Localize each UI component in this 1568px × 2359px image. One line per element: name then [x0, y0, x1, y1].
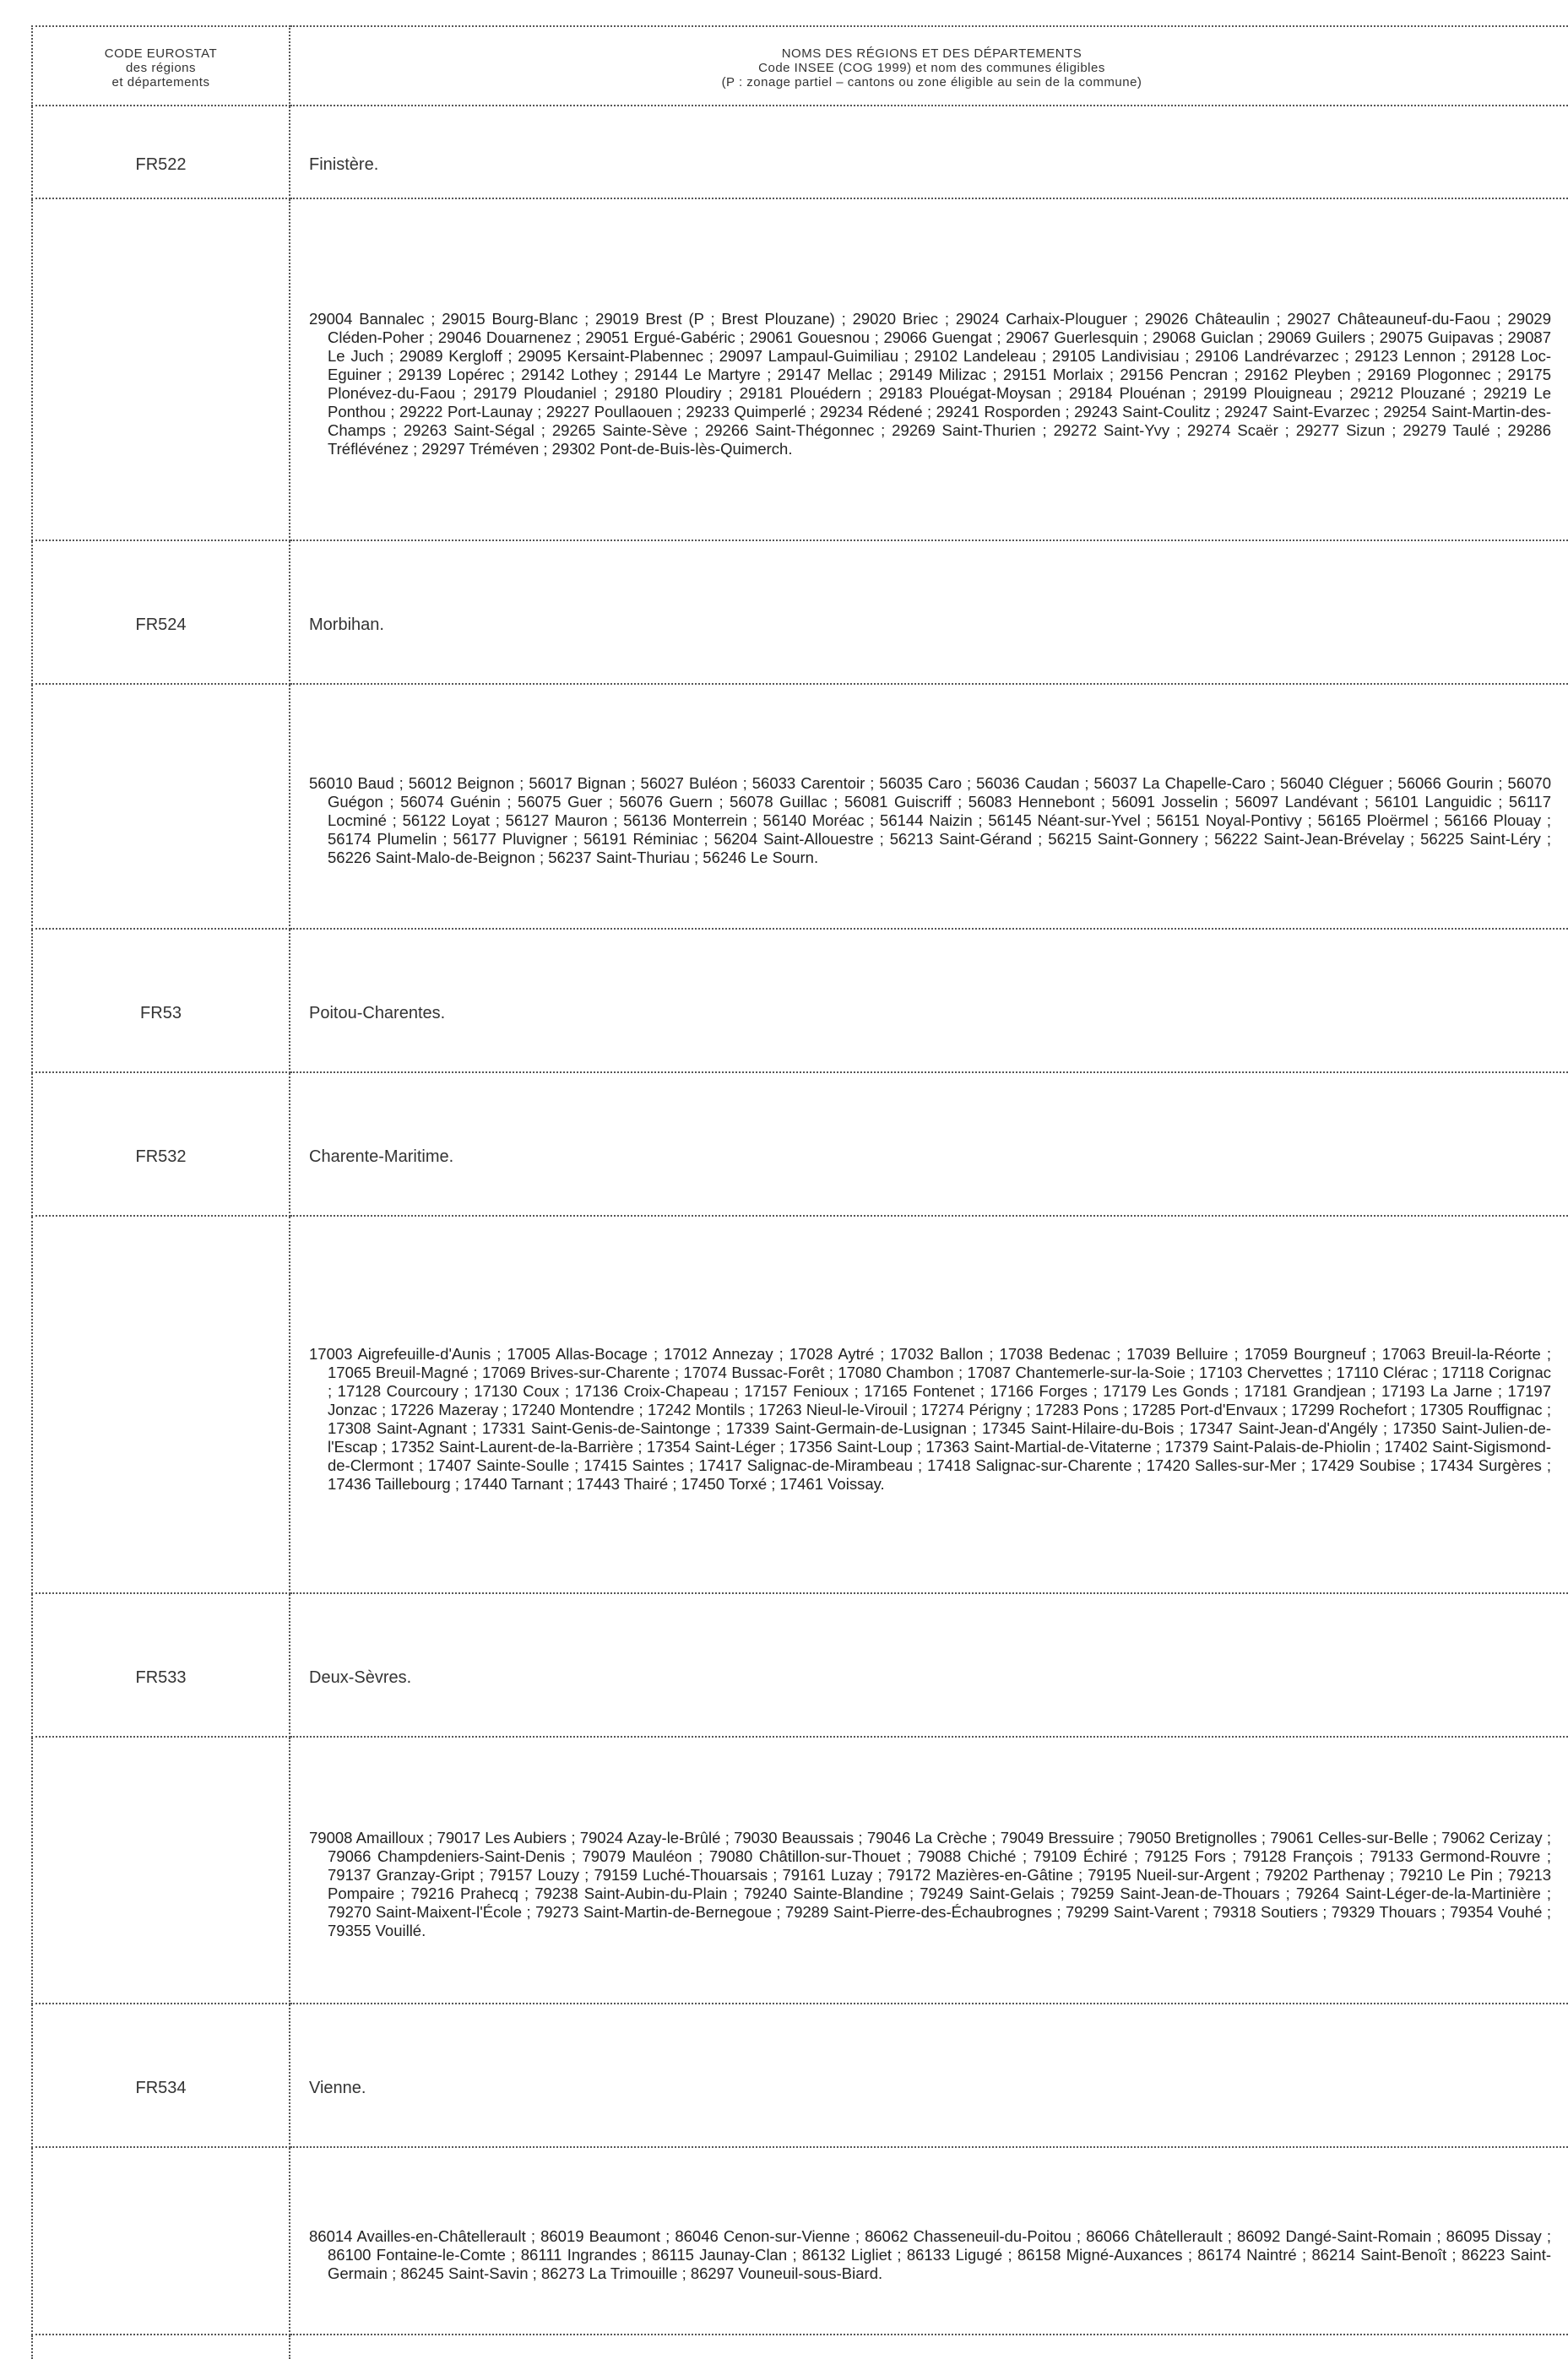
header-line: NOMS DES RÉGIONS ET DES DÉPARTEMENTS — [781, 46, 1082, 61]
communes-cell — [290, 2147, 1568, 2335]
header-line: des régions — [125, 60, 197, 75]
communes-cell — [290, 1216, 1568, 1593]
communes-list: 17003 Aigrefeuille-d'Aunis ; 17005 Allas-Bocage ; 17012 Annezay ; 17028 Aytré ; 17032 Ballon ; 17038 Bedenac ; 17039 Belluire ; 17059 Bourgneuf ; 17063 Breuil-la-Réorte ; 17065 Breuil-Magné ; 17069 Brives-sur-Charente ; 17074 Bussac-Forêt ; 17080 Chambon ; 17087 Chantemerle-sur-la-Soie ; 17103 Chervettes ; 17110 Clérac ; 17118 Corignac ; 17128 Courcoury ; 17130 Coux ; 17136 Croix-Chapeau ; 17157 Fenioux ; 17165 Fontenet ; 17166 Forges ; 17179 Les Gonds ; 17181 Grandjean ; 17193 La Jarne ; 17197 Jonzac ; 17226 Mazeray ; 17240 Montendre ; 17242 Montils ; 17263 Nieul-le-Virouil ; 17274 Périgny ; 17283 Pons ; 17285 Port-d'Envaux ; 17299 Rochefort ; 17305 Rouffignac ; 17308 Saint-Agnant ; 17331 Saint-Genis-de-Saintonge ; 17339 Saint-Germain-de-Lusignan ; 17345 Saint-Hilaire-du-Bois ; 17347 Saint-Jean-d'Angély ; 17350 Saint-Julien-de-l'Escap ; 17352 Saint-Laurent-de-la-Barrière ; 17354 Saint-Léger ; 17356 Saint-Loup ; 17363 Saint-Martial-de-Vitaterne ; 17379 Saint-Palais-de-Phiolin ; 17402 Saint-Sigismond-de-Clermont ; 17407 Sainte-Soulle ; 17415 Saintes ; 17417 Salignac-de-Mirambeau ; 17418 Salignac-sur-Charente ; 17420 Salles-sur-Mer ; 17429 Soubise ; 17434 Surgères ; 17436 Taillebourg ; 17440 Tarnant ; 17443 Thairé ; 17450 Torxé ; 17461 Voissay. — [309, 1344, 1551, 1493]
eurostat-code: FR53 — [32, 929, 290, 1072]
header-line: (P : zonage partiel – cantons ou zone éligible au sein de la commune) — [721, 74, 1142, 89]
document-page — [31, 25, 1568, 2359]
communes-cell — [290, 1737, 1568, 2004]
table-row — [32, 929, 1568, 1072]
region-name: Poitou-Charentes. — [290, 929, 1568, 1072]
empty-cell — [32, 1737, 290, 2004]
empty-cell — [290, 2335, 1568, 2359]
communes-list: 29004 Bannalec ; 29015 Bourg-Blanc ; 29019 Brest (P ; Brest Plouzane) ; 29020 Briec ; 29024 Carhaix-Plouguer ; 29026 Châteaulin ; 29027 Châteauneuf-du-Faou ; 29029 Cléden-Poher ; 29046 Douarnenez ; 29051 Ergué-Gabéric ; 29061 Gouesnou ; 29066 Guengat ; 29067 Guerlesquin ; 29068 Guiclan ; 29069 Guilers ; 29075 Guipavas ; 29087 Le Juch ; 29089 Kergloff ; 29095 Kersaint-Plabennec ; 29097 Lampaul-Guimiliau ; 29102 Landeleau ; 29105 Landivisiau ; 29106 Landrévarzec ; 29123 Lennon ; 29128 Loc-Eguiner ; 29139 Lopérec ; 29142 Lothey ; 29144 Le Martyre ; 29147 Mellac ; 29149 Milizac ; 29151 Morlaix ; 29156 Pencran ; 29162 Pleyben ; 29169 Plogonnec ; 29175 Plonévez-du-Faou ; 29179 Ploudaniel ; 29180 Ploudiry ; 29181 Plouédern ; 29183 Plouégat-Moysan ; 29184 Plouénan ; 29199 Plouigneau ; 29212 Plouzané ; 29219 Le Ponthou ; 29222 Port-Launay ; 29227 Poullaouen ; 29233 Quimperlé ; 29234 Rédené ; 29241 Rosporden ; 29243 Saint-Coulitz ; 29247 Saint-Evarzec ; 29254 Saint-Martin-des-Champs ; 29263 Saint-Ségal ; 29265 Sainte-Sève ; 29266 Saint-Thégonnec ; 29269 Saint-Thurien ; 29272 Saint-Yvy ; 29274 Scaër ; 29277 Sizun ; 29279 Taulé ; 29286 Tréflévénez ; 29297 Tréméven ; 29302 Pont-de-Buis-lès-Quimerch. — [309, 309, 1551, 458]
header-line: Code INSEE (COG 1999) et nom des communes éligibles — [758, 60, 1105, 75]
header-line: CODE EUROSTAT — [104, 46, 218, 61]
table-row — [32, 2004, 1568, 2147]
table-row — [32, 1216, 1568, 1593]
eurostat-code: FR534 — [32, 2004, 290, 2147]
communes-list: 56010 Baud ; 56012 Beignon ; 56017 Bignan ; 56027 Buléon ; 56033 Carentoir ; 56035 Caro ; 56036 Caudan ; 56037 La Chapelle-Caro ; 56040 Cléguer ; 56066 Gourin ; 56070 Guégon ; 56074 Guénin ; 56075 Guer ; 56076 Guern ; 56078 Guillac ; 56081 Guiscriff ; 56083 Hennebont ; 56091 Josselin ; 56097 Landévant ; 56101 Languidic ; 56117 Locminé ; 56122 Loyat ; 56127 Mauron ; 56136 Monterrein ; 56140 Moréac ; 56144 Naizin ; 56145 Néant-sur-Yvel ; 56151 Noyal-Pontivy ; 56165 Ploërmel ; 56166 Plouay ; 56174 Plumelin ; 56177 Pluvigner ; 56191 Réminiac ; 56204 Saint-Allouestre ; 56213 Saint-Gérand ; 56215 Saint-Gonnery ; 56222 Saint-Jean-Brévelay ; 56225 Saint-Léry ; 56226 Saint-Malo-de-Beignon ; 56237 Saint-Thuriau ; 56246 Le Sourn. — [309, 774, 1551, 866]
empty-cell — [32, 198, 290, 540]
department-name: Deux-Sèvres. — [290, 1593, 1568, 1737]
department-name: Finistère. — [290, 106, 1568, 198]
communes-cell — [290, 198, 1568, 540]
communes-list: 86014 Availles-en-Châtellerault ; 86019 Beaumont ; 86046 Cenon-sur-Vienne ; 86062 Chasseneuil-du-Poitou ; 86066 Châtellerault ; 86092 Dangé-Saint-Romain ; 86095 Dissay ; 86100 Fontaine-le-Comte ; 86111 Ingrandes ; 86115 Jaunay-Clan ; 86132 Ligliet ; 86133 Ligugé ; 86158 Migné-Auxances ; 86174 Naintré ; 86214 Saint-Benoît ; 86223 Saint-Germain ; 86245 Saint-Savin ; 86273 La Trimouille ; 86297 Vouneuil-sous-Biard. — [309, 2227, 1551, 2282]
eurostat-code: FR533 — [32, 1593, 290, 1737]
table-row — [32, 106, 1568, 198]
header-names-column — [290, 26, 1568, 106]
communes-cell — [290, 684, 1568, 929]
communes-list: 79008 Amailloux ; 79017 Les Aubiers ; 79024 Azay-le-Brûlé ; 79030 Beaussais ; 79046 La Crèche ; 79049 Bressuire ; 79050 Bretignolles ; 79061 Celles-sur-Belle ; 79062 Cerizay ; 79066 Champdeniers-Saint-Denis ; 79079 Mauléon ; 79080 Châtillon-sur-Thouet ; 79088 Chiché ; 79109 Échiré ; 79125 Fors ; 79128 François ; 79133 Germond-Rouvre ; 79137 Granzay-Gript ; 79157 Louzy ; 79159 Luché-Thouarsais ; 79161 Luzay ; 79172 Mazières-en-Gâtine ; 79195 Nueil-sur-Argent ; 79202 Parthenay ; 79210 Le Pin ; 79213 Pompaire ; 79216 Prahecq ; 79238 Saint-Aubin-du-Plain ; 79240 Sainte-Blandine ; 79249 Saint-Gelais ; 79259 Saint-Jean-de-Thouars ; 79264 Saint-Léger-de-la-Martinière ; 79270 Saint-Maixent-l'École ; 79273 Saint-Martin-de-Bernegoue ; 79289 Saint-Pierre-des-Échaubrognes ; 79299 Saint-Varent ; 79318 Soutiers ; 79329 Thouars ; 79354 Vouhé ; 79355 Vouillé. — [309, 1829, 1551, 1939]
eurostat-code: FR532 — [32, 1072, 290, 1216]
eurostat-code: FR522 — [32, 106, 290, 198]
table-row — [32, 1593, 1568, 1737]
header-line: et départements — [111, 74, 210, 89]
department-name: Vienne. — [290, 2004, 1568, 2147]
table-row — [32, 540, 1568, 684]
table-header — [32, 26, 1568, 106]
table-row — [32, 2335, 1568, 2359]
header-code-column — [32, 26, 290, 106]
table-row — [32, 1737, 1568, 2004]
department-name: Charente-Maritime. — [290, 1072, 1568, 1216]
empty-cell — [32, 2147, 290, 2335]
regions-table — [31, 25, 1568, 2359]
table-row — [32, 684, 1568, 929]
department-name: Morbihan. — [290, 540, 1568, 684]
table-row — [32, 1072, 1568, 1216]
table-row — [32, 2147, 1568, 2335]
empty-cell — [32, 1216, 290, 1593]
empty-cell — [32, 2335, 290, 2359]
eurostat-code: FR524 — [32, 540, 290, 684]
table-row — [32, 198, 1568, 540]
empty-cell — [32, 684, 290, 929]
